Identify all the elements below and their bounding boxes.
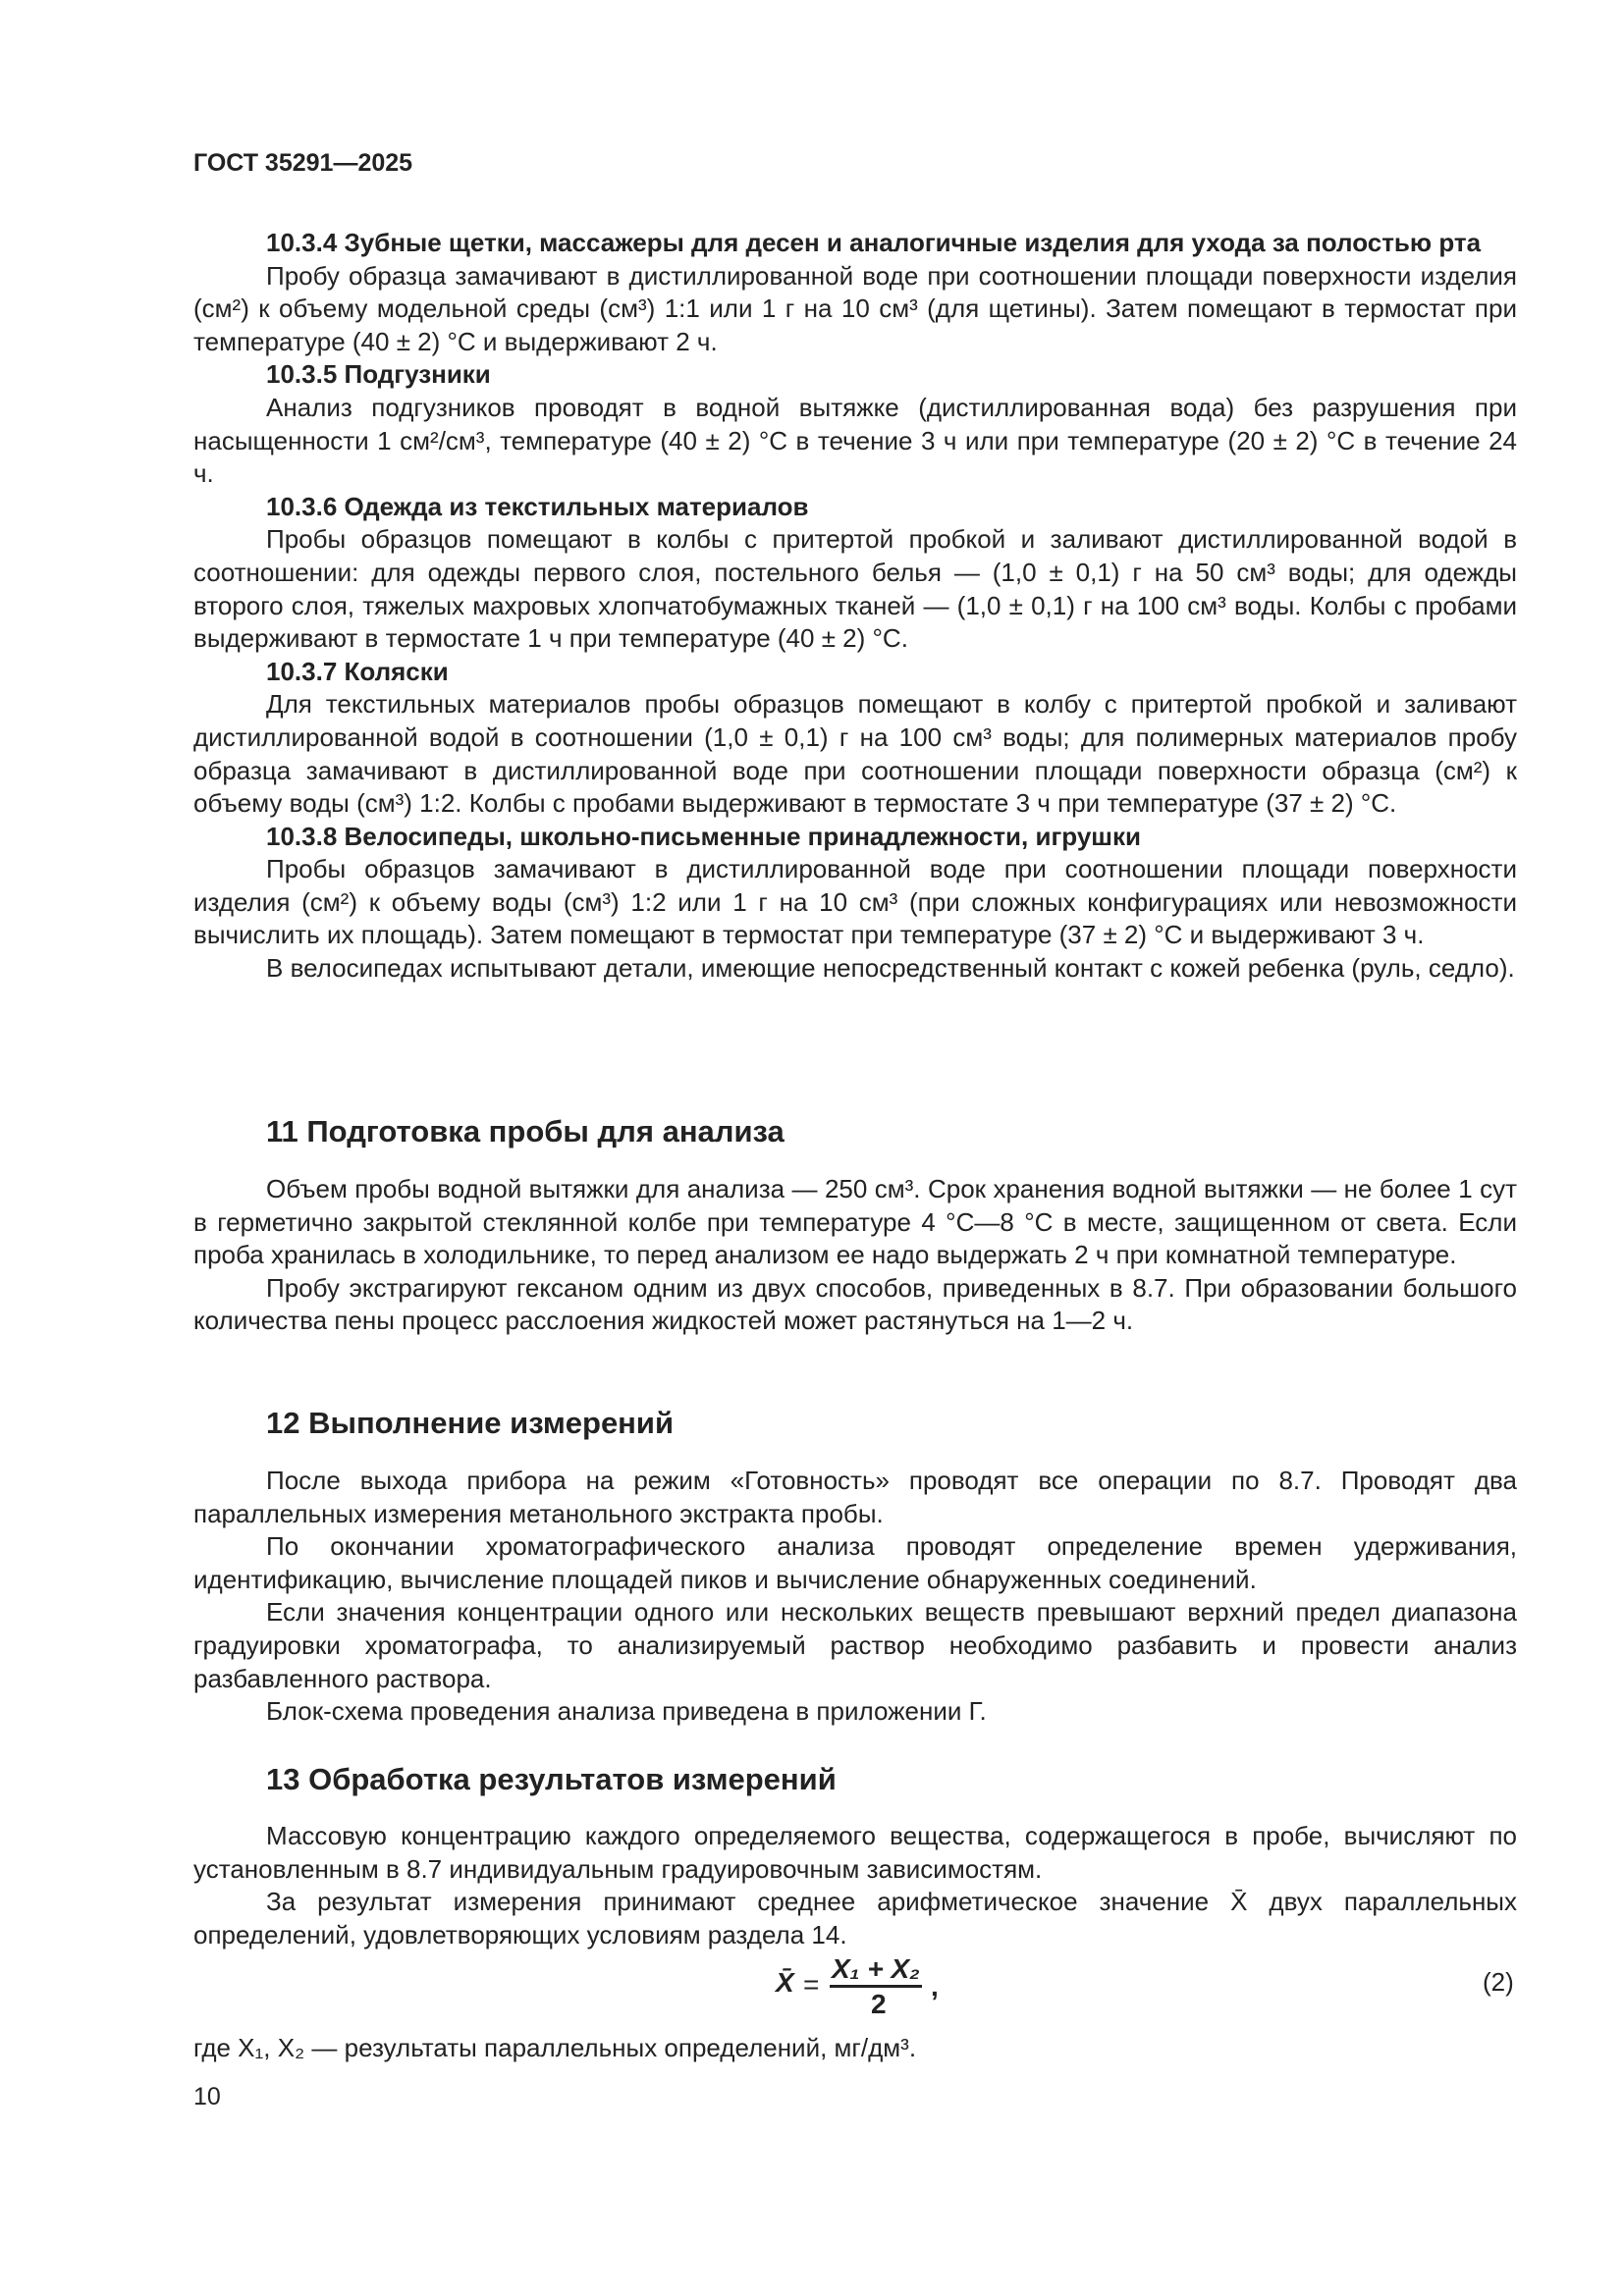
- section-11-heading: 11 Подготовка пробы для анализа: [266, 1114, 785, 1148]
- paragraph: Пробы образцов помещают в колбы с притертой пробкой и заливают дистиллированной водой в соотношении: для одежды первого слоя, постельного белья — (1,0 ± 0,1) г на 50 см³ воды; для одежды второго слоя, тяжелых махровых хлопчатобумажных тканей — (1,0 ± 0,1) г на 100 см³ воды. Колбы с пробами выдерживают в термостате 1 ч при температуре (40 ± 2) °С.: [193, 524, 1517, 654]
- subsection-heading: 10.3.5 Подгузники: [266, 359, 491, 390]
- document-header: ГОСТ 35291—2025: [193, 149, 413, 177]
- paragraph: Массовую концентрацию каждого определяемого вещества, содержащегося в пробе, вычисляют по установленным в 8.7 индивидуальным градуировочным зависимостям.: [193, 1821, 1517, 1884]
- paragraph: Для текстильных материалов пробы образцов помещают в колбу с притертой пробкой и заливают дистиллированной водой в соотношении (1,0 ± 0,1) г на 100 см³ воды; для полимерных материалов пробу образца замачивают в дистиллированной воде при соотношении площади поверхности образца (см²) к объему воды (см³) 1:2. Колбы с пробами выдерживают в термостате 3 ч при температуре (37 ± 2) °С.: [193, 689, 1517, 819]
- paragraph: По окончании хроматографического анализа проводят определение времен удерживания, идентификацию, вычисление площадей пиков и вычисление обнаруженных соединений.: [193, 1531, 1517, 1594]
- equation-number: (2): [1483, 1967, 1514, 1997]
- page-number: 10: [193, 2083, 221, 2110]
- subsection-heading: 10.3.7 Коляски: [266, 656, 449, 686]
- subsection-heading: 10.3.8 Велосипеды, школьно-письменные принадлежности, игрушки: [266, 821, 1141, 851]
- section-10-3: [193, 227, 1517, 986]
- section-13-heading: 13 Обработка результатов измерений: [266, 1762, 837, 1796]
- formula-numerator: X₁ + X₂: [830, 1953, 922, 1988]
- formula-comma: ,: [931, 1971, 939, 2002]
- section-12-heading: 12 Выполнение измерений: [266, 1406, 675, 1440]
- formula-lhs: X̄: [776, 1967, 794, 1998]
- subsection-heading: 10.3.4 Зубные щетки, массажеры для десен и аналогичные изделия для ухода за полостью рта: [266, 228, 1482, 257]
- paragraph: Пробу экстрагируют гексаном одним из двух способов, приведенных в 8.7. При образовании большого количества пены процесс расслоения жидкостей может растянуться на 1—2 ч.: [193, 1272, 1517, 1336]
- paragraph: Если значения концентрации одного или нескольких веществ превышают верхний предел диапазона градуировки хроматографа, то анализируемый раствор необходимо разбавить и провести анализ разбавленного раствора.: [193, 1597, 1517, 1693]
- section-12: [193, 1465, 1517, 1729]
- paragraph: Пробу образца замачивают в дистиллированной воде при соотношении площади поверхности изделия (см²) к объему модельной среды (см³) 1:1 или 1 г на 10 см³ (для щетины). Затем помещают в термостат при температуре (40 ± 2) °С и выдерживают 2 ч.: [193, 260, 1517, 356]
- paragraph: Блок-схема проведения анализа приведена в приложении Г.: [266, 1696, 987, 1727]
- paragraph: После выхода прибора на режим «Готовность» проводят все операции по 8.7. Проводят два параллельных измерения метанольного экстракта пробы.: [193, 1466, 1517, 1528]
- section-11: [193, 1173, 1517, 1338]
- paragraph: В велосипедах испытывают детали, имеющие непосредственный контакт с кожей ребенка (руль, седло).: [266, 953, 1515, 984]
- subsection-heading: 10.3.6 Одежда из текстильных материалов: [266, 491, 809, 521]
- section-13: [193, 1820, 1517, 1951]
- formula-legend: где X₁, X₂ — результаты параллельных определений, мг/дм³.: [193, 2033, 917, 2062]
- paragraph: За результат измерения принимают среднее арифметическое значение X̄ двух параллельных определений, удовлетворяющих условиям раздела 14.: [193, 1887, 1517, 1949]
- formula-equals: =: [803, 1969, 820, 2000]
- formula-2: [0, 1953, 1624, 2022]
- paragraph: Пробы образцов замачивают в дистиллированной воде при соотношении площади поверхности изделия (см²) к объему воды (см³) 1:2 или 1 г на 10 см³ (при сложных конфигурациях или невозможности вычислить их площадь). Затем помещают в термостат при температуре (37 ± 2) °С и выдерживают 3 ч.: [193, 854, 1517, 950]
- formula-denominator: 2: [871, 1989, 887, 2019]
- paragraph: Анализ подгузников проводят в водной вытяжке (дистиллированная вода) без разрушения при насыщенности 1 см²/см³, температуре (40 ± 2) °С в течение 3 ч или при температуре (20 ± 2) °С в течение 24 ч.: [193, 392, 1517, 489]
- paragraph: Объем пробы водной вытяжки для анализа — 250 см³. Срок хранения водной вытяжки — не более 1 сут в герметично закрытой стеклянной колбе при температуре 4 °С—8 °С в месте, защищенном от света. Если проба хранилась в холодильнике, то перед анализом ее надо выдержать 2 ч при комнатной температуре.: [193, 1174, 1517, 1270]
